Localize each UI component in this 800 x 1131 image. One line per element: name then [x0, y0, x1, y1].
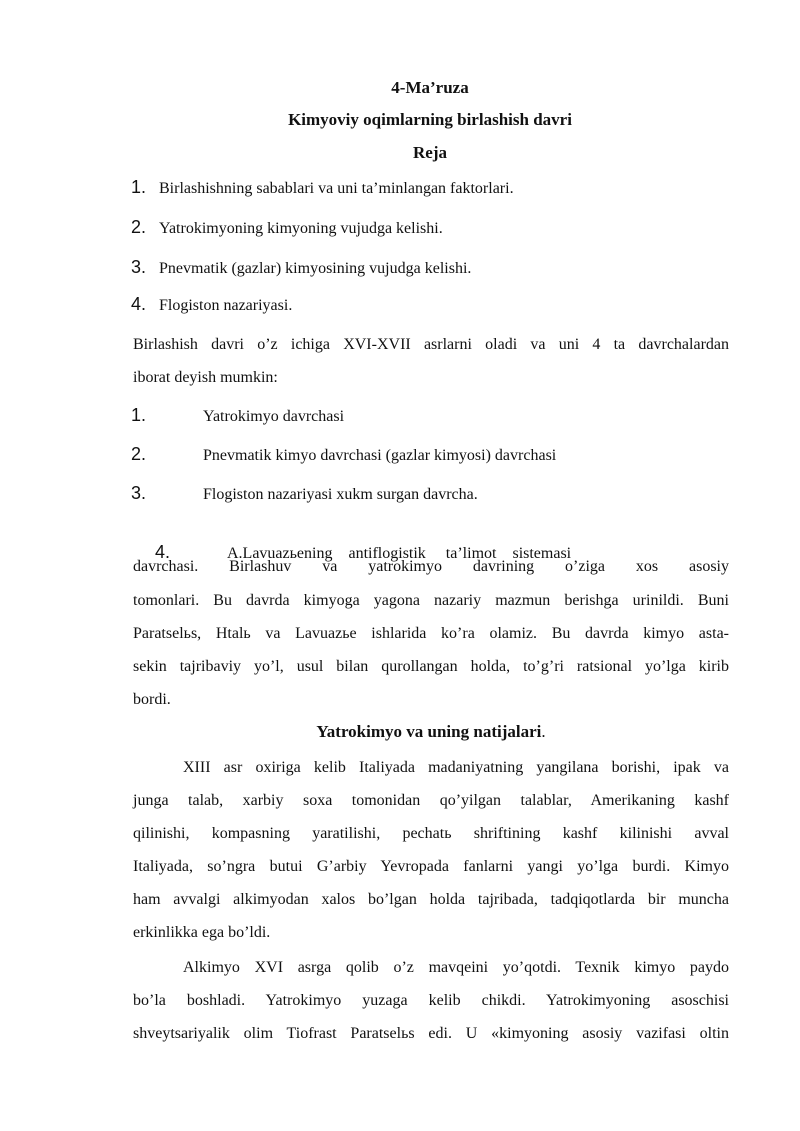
plan-item	[131, 176, 514, 200]
period-item-number: 3.	[131, 483, 147, 503]
section-title: Yatrokimyo va uning natijalari	[316, 722, 542, 741]
document-title: Kimyoviy oqimlarning birlashish davri	[288, 110, 572, 129]
paragraph-line: Italiyada, so’ngra butui G’arbiy Yevropada fanlarni yangi yo’lga burdi. Kimyo	[133, 858, 729, 875]
plan-item-number: 2.	[131, 217, 147, 237]
paragraph-line: bordi.	[133, 691, 171, 708]
period-item-number: 1.	[131, 405, 147, 425]
plan-item	[131, 293, 292, 317]
intro-line: iborat deyish mumkin:	[133, 369, 278, 386]
paragraph-line: erkinlikka ega bo’ldi.	[133, 924, 271, 941]
plan-item-number: 3.	[131, 257, 147, 277]
plan-item-text: Pnevmatik (gazlar) kimyosining vujudga kelishi.	[159, 260, 472, 277]
paragraph-line: junga talab, xarbiy soxa tomonidan qo’yilgan talablar, Amerikaning kashf	[133, 792, 729, 809]
plan-item	[131, 256, 471, 280]
paragraph-line: davrchasi. Birlashuv va yatrokimyo davrining o’ziga xos asosiy	[133, 558, 729, 575]
paragraph-line: XIII asr oxiriga kelib Italiyada madaniyatning yangilana borishi, ipak va	[183, 759, 729, 776]
section-title-suffix: .	[541, 722, 546, 741]
plan-item-number: 1.	[131, 177, 147, 197]
paragraph-line: shveytsariyalik olim Tiofrast Paratselьs edi. U «kimyoning asosiy vazifasi oltin	[133, 1025, 729, 1042]
period-item	[131, 443, 556, 467]
period-item-text: Flogiston nazariyasi xukm surgan davrcha.	[203, 486, 478, 503]
paragraph-line: Alkimyo XVI asrga qolib o’z mavqeini yo’qotdi. Texnik kimyo paydo	[183, 959, 729, 976]
period-item-number: 2.	[131, 444, 147, 464]
period-item-text: A.Lavuazьening antiflogistik ta’limot sistemasi	[227, 545, 572, 562]
period-item	[131, 482, 478, 506]
plan-item	[131, 216, 443, 240]
paragraph-line: qilinishi, kompasning yaratilishi, pechatь shriftining kashf kilinishi avval	[133, 825, 729, 842]
intro-line: Birlashish davri o’z ichiga XVI-XVII asrlarni oladi va uni 4 ta davrchalardan	[133, 336, 729, 353]
plan-item-text: Flogiston nazariyasi.	[159, 297, 293, 314]
section-heading	[0, 721, 800, 743]
plan-item-text: Birlashishning sabablari va uni ta’minlangan faktorlari.	[159, 180, 514, 197]
lecture-number: 4-Ma’ruza	[391, 78, 469, 97]
plan-heading: Reja	[413, 143, 447, 162]
paragraph-line: ham avvalgi alkimyodan xalos bo’lgan holda tajribada, tadqiqotlarda bir muncha	[133, 891, 729, 908]
paragraph-line: bo’la boshladi. Yatrokimyo yuzaga kelib chikdi. Yatrokimyoning asoschisi	[133, 992, 729, 1009]
paragraph-line: tomonlari. Bu davrda kimyoga yagona nazariy mazmun berishga urinildi. Buni	[133, 592, 729, 609]
period-item	[131, 404, 344, 428]
period-item-text: Yatrokimyo davrchasi	[203, 408, 345, 425]
period-item-text: Pnevmatik kimyo davrchasi (gazlar kimyosi) davrchasi	[203, 447, 557, 464]
plan-item-text: Yatrokimyoning kimyoning vujudga kelishi.	[159, 220, 443, 237]
paragraph-line: Paratselьs, Htalь va Lavuazьe ishlarida ko’ra olamiz. Bu davrda kimyo asta-	[133, 625, 729, 642]
paragraph-line: sekin tajribaviy yo’l, usul bilan qurollangan holda, to’g’ri ratsional yo’lga kirib	[133, 658, 729, 675]
period-item-number: 4.	[155, 542, 171, 562]
plan-item-number: 4.	[131, 294, 147, 314]
